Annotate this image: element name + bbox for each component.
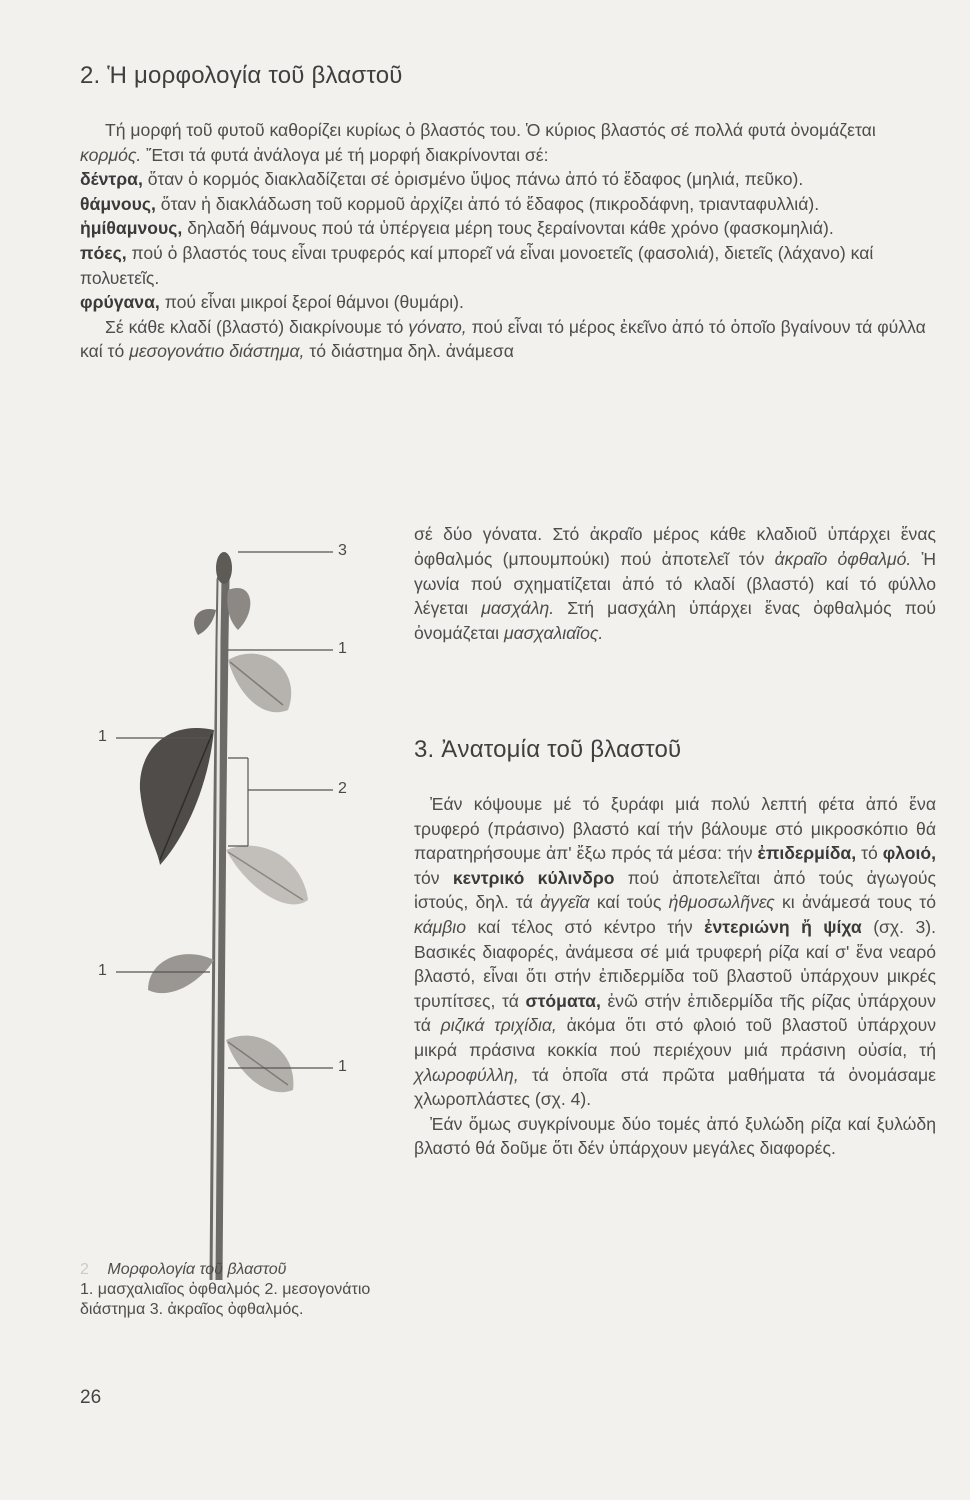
intro-paragraph: [80, 118, 938, 167]
figure-label-1: 1: [98, 728, 107, 745]
figure-label-2: 2: [338, 780, 347, 797]
right-column-text: [414, 522, 936, 646]
anatomy-text: ἐνῶ στήν ἐπιδερμίδα τῆς ρίζας ὑπάρχουν τά: [414, 990, 936, 1036]
leaf: [227, 588, 250, 630]
term-ithmosolines: ἠθμοσωλῆνες: [668, 892, 775, 913]
category-term: φρύγανα,: [80, 292, 160, 313]
figure-label-3: 3: [338, 542, 347, 559]
term-enteriwni: ἐντεριώνη ἤ ψίχα: [704, 916, 862, 937]
section-2-text: [80, 118, 938, 364]
right-paragraph: [414, 522, 936, 646]
category-term: ἡμίθαμνους,: [80, 218, 183, 239]
term-kamvio: κάμβιο: [414, 916, 466, 937]
section-3-title: 3. Ἀνατομία τοῦ βλαστοῦ: [414, 736, 682, 763]
anatomy-text: τόν: [414, 867, 440, 888]
section-3-text: [414, 792, 936, 1161]
node-paragraph: [80, 315, 938, 364]
anatomy-text: πού ἀποτελεῖται ἀπό τούς ἀγωγούς ἱστούς, δηλ. τά: [414, 867, 937, 913]
leaf: [148, 954, 214, 993]
intro-text-2: Ἔτσι τά φυτά ἀνάλογα μέ τή μορφή διακρίνονται σέ:: [146, 144, 549, 165]
term-maschali: μασχάλη.: [481, 598, 555, 619]
category-item: [80, 241, 938, 290]
shoot-drawing: [88, 520, 388, 1280]
term-rizika-trichidia: ριζικά τριχίδια,: [440, 1015, 557, 1036]
anatomy-paragraph-1: [414, 792, 936, 1112]
figure-caption: [80, 1260, 380, 1320]
term-kormos: κορμός.: [80, 144, 142, 165]
anatomy-text: (σχ. 3). Βασικές διαφορές, ἀνάμεσα σέ μιά τρυφερή ρίζα καί σ' ἕνα νεαρό βλαστό, εἶναι ὅτι στήν ἐπιδερμίδα τοῦ βλαστοῦ ὑπάρχουν μικρές τρυπίτσες, τά: [414, 916, 936, 1011]
category-item: [80, 216, 938, 241]
category-item: [80, 192, 938, 217]
term-floios: φλοιό,: [882, 843, 937, 864]
anatomy-text: ἀκόμα ὅτι στό φλοιό τοῦ βλαστοῦ ὑπάρχουν μικρά πράσινα κοκκία πού περιέχουν μιά πράσινη οὐσία, τή: [414, 1015, 937, 1060]
right-text-3: Στή μασχάλη ὑπάρχει ἕνας ὀφθαλμός πού ὀνομάζεται: [414, 598, 937, 644]
anatomy-text: τά ὁποῖα στά πρῶτα μαθήματα τά ὀνομάσαμε χλωροπλάστες (σχ. 4).: [414, 1064, 937, 1110]
category-text: ὅταν ὁ κορμός διακλαδίζεται σέ ὁρισμένο ὕψος πάνω ἀπό τό ἔδαφος (μηλιά, πεῦκο).: [147, 169, 804, 190]
term-maschaliaios: μασχαλιαῖος.: [503, 623, 604, 644]
anatomy-text: τό: [861, 843, 878, 864]
node-text-2: πού εἶναι τό μέρος ἐκεῖνο ἀπό τό ὁποῖο βγαίνουν τά φύλλα καί τό: [80, 316, 926, 362]
category-term: δέντρα,: [80, 169, 143, 190]
figure-label-1: 1: [98, 962, 107, 979]
anatomy-text: Ἐάν κόψουμε μέ τό ξυράφι μιά πολύ λεπτή φέτα ἀπό ἕνα τρυφερό (πράσινο) βλαστό καί τήν βάλουμε στό μικροσκόπιο θά παρατηρήσουμε ἀπ' ἔξω πρός τά μέσα: τήν: [414, 794, 936, 864]
page-number: 26: [80, 1387, 102, 1408]
apical-bud: [216, 552, 232, 584]
term-aggeia: ἀγγεῖα: [540, 892, 590, 913]
leaf: [194, 609, 216, 635]
anatomy-paragraph-2: Ἐάν ὅμως συγκρίνουμε δύο τομές ἀπό ξυλώδη ρίζα καί ξυλώδη βλαστό θά δοῦμε ὅτι δέν ὑπάρχουν μεγάλες διαφορές.: [414, 1113, 936, 1159]
right-text-2: Ἡ γωνία πού σχηματίζεται ἀπό τό κλαδί (βλαστό) καί τό φύλλο λέγεται: [414, 548, 936, 619]
node-text-1: Σέ κάθε κλαδί (βλαστό) διακρίνουμε τό: [105, 316, 404, 337]
node-text-3: τό διάστημα δηλ. ἀνάμεσα: [309, 341, 514, 362]
caption-title: Μορφολογία τοῦ βλαστοῦ: [107, 1261, 287, 1278]
figure-label-1: 1: [338, 640, 347, 657]
category-text: δηλαδή θάμνους πού τά ὑπέργεια μέρη τους ξεραίνονται κάθε χρόνο (φασκομηλιά).: [187, 218, 834, 239]
category-text: πού εἶναι μικροί ξεροί θάμνοι (θυμάρι).: [164, 292, 464, 313]
category-item: [80, 167, 938, 192]
term-chlorofylli: χλωροφύλλη,: [414, 1064, 519, 1085]
anatomy-text: καί τέλος στό κέντρο τήν: [477, 916, 693, 937]
anatomy-text: καί τούς: [596, 892, 662, 913]
category-text: ὅταν ἡ διακλάδωση τοῦ κορμοῦ ἀρχίζει ἀπό τό ἔδαφος (πικροδάφνη, τριανταφυλλιά).: [160, 193, 820, 214]
term-stomata: στόματα,: [525, 990, 601, 1011]
anatomy-text: κι ἀνάμεσά τους τό: [782, 892, 937, 913]
category-term: πόες,: [80, 242, 127, 263]
right-text-1: σέ δύο γόνατα. Στό ἀκραῖο μέρος κάθε κλαδιοῦ ὑπάρχει ἕνας ὀφθαλμός (μπουμπούκι) πού ἀποτελεῖ τόν: [414, 524, 936, 569]
intro-text-1: Τή μορφή τοῦ φυτοῦ καθορίζει κυρίως ὁ βλαστός του. Ὁ κύριος βλαστός σέ πολλά φυτά ὀνομάζεται: [105, 120, 876, 140]
term-kentrikos-kylindros: κεντρικό κύλινδρο: [452, 867, 615, 888]
term-mesogonatio: μεσογονάτιο διάστημα,: [129, 341, 305, 362]
figure-label-1: 1: [338, 1058, 347, 1075]
term-akraios: ἀκραῖο ὀφθαλμό.: [774, 548, 912, 569]
caption-number: 2: [80, 1261, 89, 1278]
caption-text: 1. μασχαλιαῖος ὀφθαλμός 2. μεσογονάτιο διάστημα 3. ἀκραῖος ὀφθαλμός.: [80, 1281, 371, 1318]
leaf: [140, 728, 214, 865]
term-gonato: γόνατο,: [408, 316, 467, 337]
term-epidermida: ἐπιδερμίδα,: [757, 843, 857, 864]
category-item: [80, 290, 938, 315]
section-2-title: 2. Ἡ μορφολογία τοῦ βλαστοῦ: [80, 62, 403, 89]
category-term: θάμνους,: [80, 193, 156, 214]
shoot-figure: [88, 520, 388, 1280]
category-text: πού ὁ βλαστός τους εἶναι τρυφερός καί μπορεῖ νά εἶναι μονοετεῖς (φασολιά), διετεῖς (λάχανο) καί πολυετεῖς.: [80, 242, 874, 288]
